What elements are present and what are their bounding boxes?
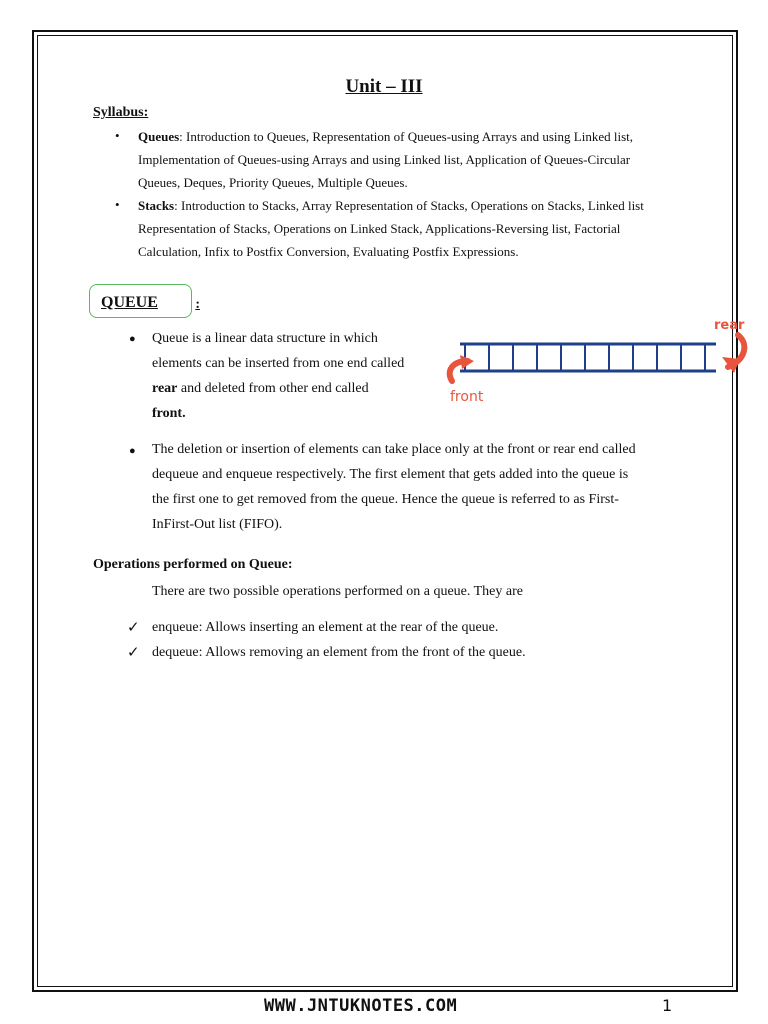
syllabus-line: Queues, Deques, Priority Queues, Multiple Queues. [138,175,408,190]
syllabus-bullet-queues: • [115,128,120,143]
syllabus-text: : Introduction to Stacks, Array Representation of Stacks, Operations on Stacks, Linked list [174,198,644,213]
syllabus-line: Calculation, Infix to Postfix Conversion, Evaluating Postfix Expressions. [138,244,519,259]
unit-title: Unit – III [345,76,423,97]
definition-line: Queue is a linear data structure in which [152,331,378,346]
operation-dequeue: dequeue: Allows removing an element from the front of the queue. [152,645,526,660]
syllabus-item-queues [138,125,698,194]
syllabus-bullet-stacks: • [115,197,120,212]
rear-label: rear [714,318,745,333]
queue-heading-colon: : [195,297,200,312]
queue-heading: QUEUE [101,294,158,311]
bullet-dot: ● [129,445,136,457]
description-line: the first one to get removed from the queue. Hence the queue is referred to as First- [152,492,619,507]
queue-definition [152,326,426,426]
syllabus-term-stacks: Stacks [138,198,175,213]
operations-intro: There are two possible operations performed on a queue. They are [152,584,523,599]
definition-line: elements can be inserted from one end called [152,356,405,371]
syllabus-term-queues: Queues [138,129,180,144]
check-icon: ✓ [127,645,140,661]
footer-website: WWW.JNTUKNOTES.COM [264,996,458,1016]
syllabus-line: Implementation of Queues-using Arrays and using Linked list, Application of Queues-Circular [138,152,631,167]
syllabus-line: Representation of Stacks, Operations on Linked Stack, Applications-Reversing list, Factorial [138,221,621,236]
front-term: front. [152,406,186,421]
front-arrow-icon [450,355,474,381]
queue-description [152,437,690,537]
description-line: The deletion or insertion of elements can take place only at the front or rear end called [152,442,636,457]
syllabus-line [138,125,698,148]
definition-line [152,401,426,426]
description-line: dequeue and enqueue respectively. The first element that gets added into the queue is [152,467,629,482]
rear-arrow-icon [722,335,744,373]
syllabus-item-stacks [138,194,698,263]
queue-array [460,344,716,371]
rear-term: rear [152,381,178,396]
operation-enqueue: enqueue: Allows inserting an element at the rear of the queue. [152,620,499,635]
description-line: InFirst-Out list (FIFO). [152,517,283,532]
operations-heading: Operations performed on Queue: [93,557,293,572]
definition-line [152,376,426,401]
front-label: front [450,389,484,405]
bullet-dot: ● [129,333,136,345]
check-icon: ✓ [127,620,140,636]
page-number: 1 [662,996,673,1015]
syllabus-line [138,194,698,217]
syllabus-label: Syllabus: [93,105,149,120]
definition-text: and deleted from other end called [177,381,369,396]
syllabus-text: : Introduction to Queues, Representation of Queues-using Arrays and using Linked list, [179,129,634,144]
queue-diagram [438,315,750,410]
